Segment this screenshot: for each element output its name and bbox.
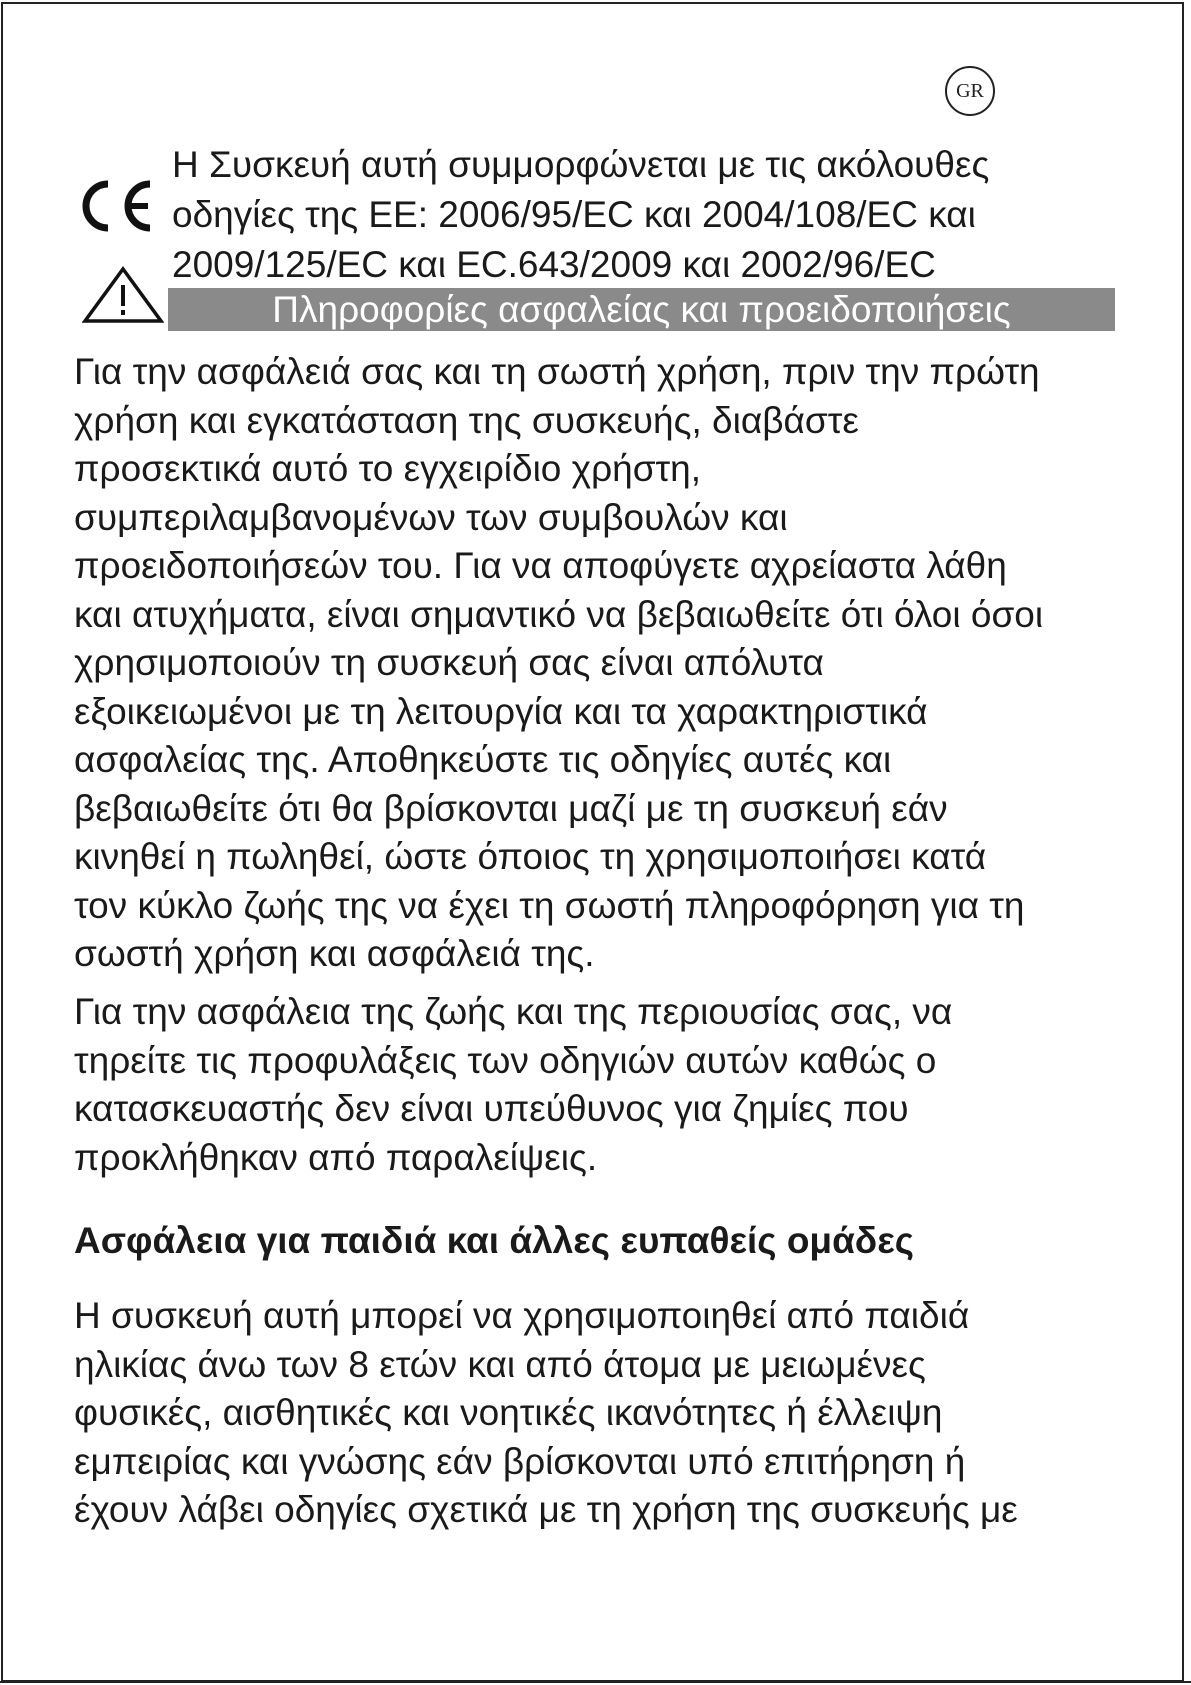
paragraph-line: βεβαιωθείτε ότι θα βρίσκονται μαζί με τη συσκευή εάν	[74, 787, 948, 829]
paragraph-line: έχουν λάβει οδηγίες σχετικά με τη χρήση της συσκευής με	[74, 1489, 1018, 1530]
section-title-banner: Πληροφορίες ασφαλείας και προειδοποιήσεις	[168, 288, 1115, 331]
paragraph-line: Για την ασφάλειά σας και τη σωστή χρήση, πριν την πρώτη	[74, 351, 1040, 392]
warning-triangle-icon	[82, 266, 164, 324]
paragraph-line: προκλήθηκαν από παραλείψεις.	[74, 1136, 598, 1178]
paragraph-line: προειδοποιήσεών του. Για να αποφύγετε αχρείαστα λάθη	[74, 545, 1007, 586]
paragraph-line: και ατυχήματα, είναι σημαντικό να βεβαιωθείτε ότι όλοι όσοι	[74, 593, 1044, 635]
paragraph-line: τηρείτε τις προφυλάξεις των οδηγιών αυτών καθώς ο	[74, 1039, 937, 1081]
paragraph-line: εξοικειωμένοι με τη λειτουργία και τα χαρακτηριστικά	[74, 690, 928, 732]
ce-mark-icon	[72, 178, 154, 234]
compliance-line: οδηγίες της ΕΕ: 2006/95/EC και 2004/108/EC και	[172, 194, 976, 235]
intro-paragraph	[74, 348, 1134, 979]
paragraph-line: ηλικίας άνω των 8 ετών και από άτομα με μειωμένες	[74, 1343, 926, 1385]
compliance-line: 2009/125/EC και EC.643/2009 και 2002/96/EC	[172, 244, 936, 285]
paragraph-line: Για την ασφάλεια της ζωής και της περιουσίας σας, να	[74, 991, 953, 1032]
compliance-statement	[172, 140, 1132, 290]
compliance-line: Η Συσκευή αυτή συμμορφώνεται με τις ακόλουθες	[172, 144, 990, 185]
paragraph-line: κατασκευαστής δεν είναι υπεύθυνος για ζημίες που	[74, 1088, 909, 1129]
child-safety-heading: Ασφάλεια για παιδιά και άλλες ευπαθείς ομάδες	[74, 1220, 915, 1261]
paragraph-line: χρήση και εγκατάσταση της συσκευής, διαβάστε	[74, 399, 859, 441]
paragraph-line: τον κύκλο ζωής της να έχει τη σωστή πληροφόρηση για τη	[74, 884, 1025, 926]
paragraph-line: Η συσκευή αυτή μπορεί να χρησιμοποιηθεί από παιδιά	[74, 1295, 970, 1336]
paragraph-line: συμπεριλαμβανομένων των συμβουλών και	[74, 496, 788, 538]
liability-paragraph	[74, 988, 1134, 1182]
language-badge: GR	[945, 66, 995, 116]
paragraph-line: ασφαλείας της. Αποθηκεύστε τις οδηγίες αυτές και	[74, 739, 892, 780]
bottom-divider	[0, 1681, 1191, 1683]
paragraph-line: κινηθεί η πωληθεί, ώστε όποιος τη χρησιμοποιήσει κατά	[74, 836, 987, 877]
child-safety-paragraph	[74, 1292, 1134, 1535]
paragraph-line: χρησιμοποιούν τη συσκευή σας είναι απόλυτα	[74, 642, 824, 683]
paragraph-line: φυσικές, αισθητικές και νοητικές ικανότητες ή έλλειψη	[74, 1392, 943, 1433]
paragraph-line: προσεκτικά αυτό το εγχειρίδιο χρήστη,	[74, 448, 702, 489]
paragraph-line: εμπειρίας και γνώσης εάν βρίσκονται υπό επιτήρηση ή	[74, 1440, 966, 1482]
paragraph-line: σωστή χρήση και ασφάλειά της.	[74, 933, 595, 974]
